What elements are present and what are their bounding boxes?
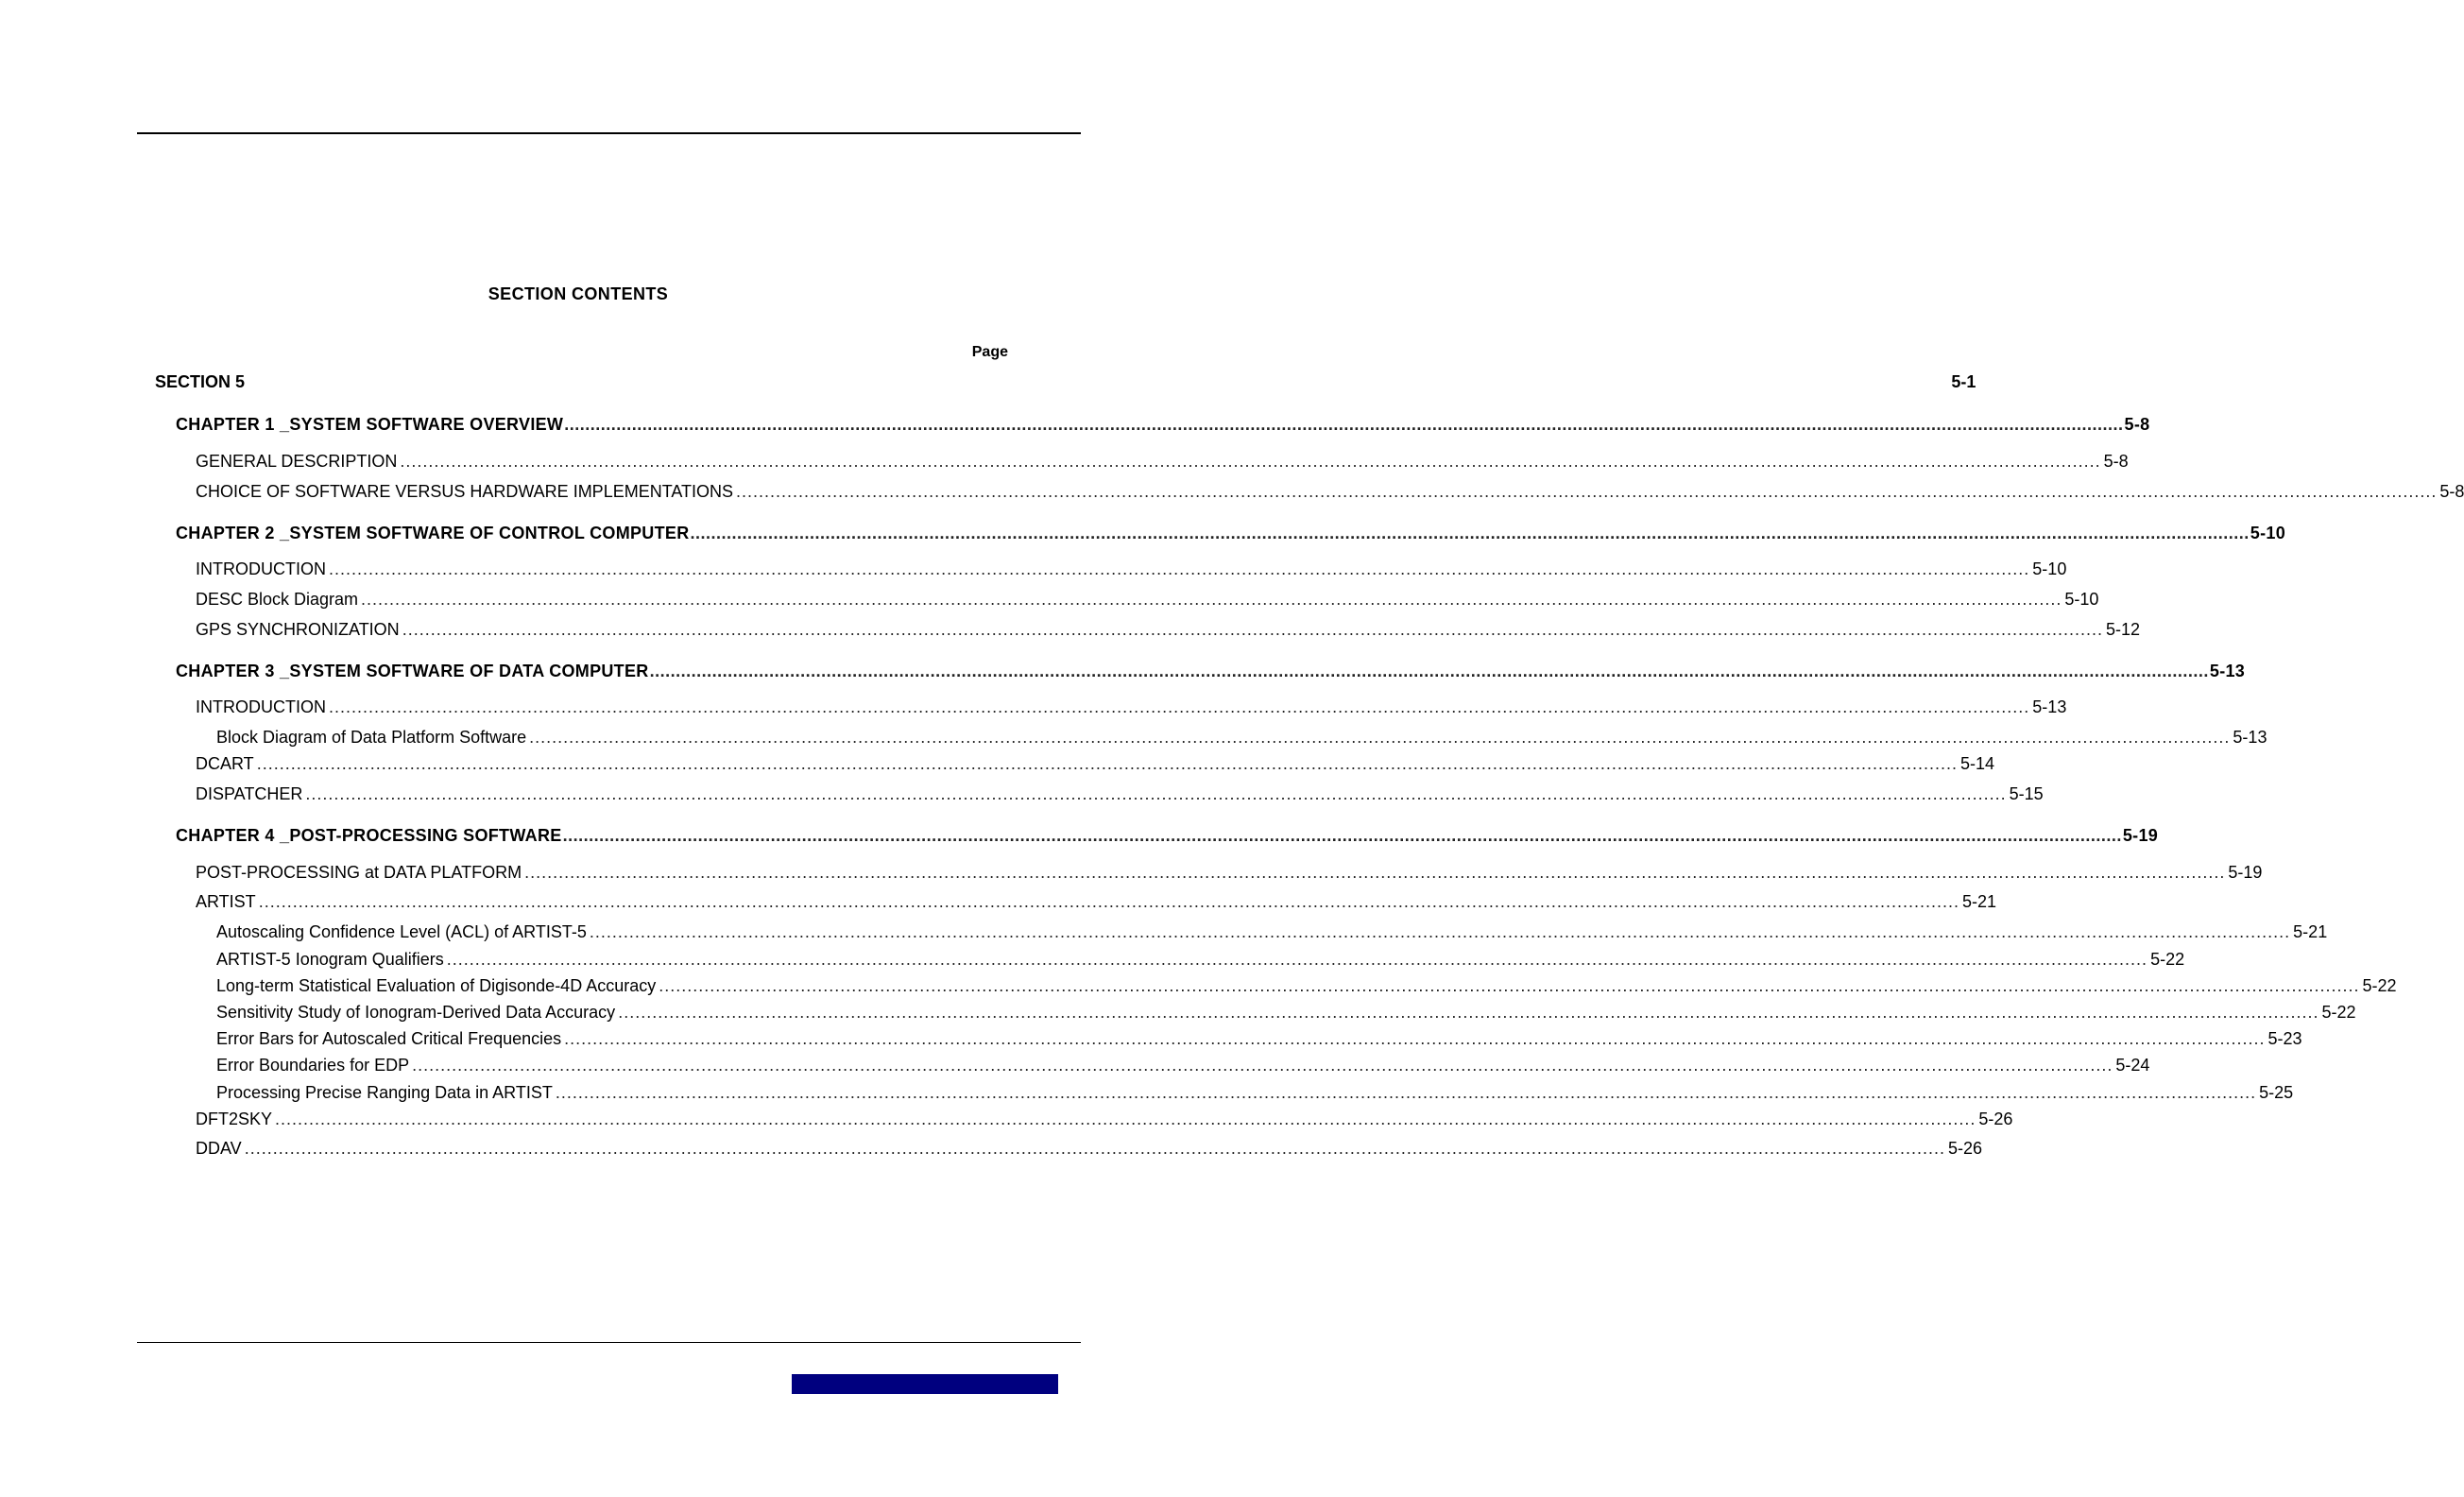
toc-page-number: 5-25 bbox=[2259, 1083, 2294, 1102]
leader-dots: ............................................................................................................................................................................................................................................................................................................ bbox=[244, 1139, 1945, 1158]
toc-label: CHAPTER 1 _SYSTEM SOFTWARE OVERVIEW bbox=[176, 415, 564, 434]
toc-subentry[interactable] bbox=[216, 1029, 2302, 1049]
leader-dots: ............................................................................................................................................................................................................................................................................................................ bbox=[618, 1003, 2319, 1022]
toc-page-number: 5-8 bbox=[2124, 415, 2150, 434]
leader-dots: ............................................................................................................................................................................................................................................................................................................ bbox=[736, 482, 2438, 501]
leader-dots: ............................................................................................................................................................................................................................................................................................................ bbox=[446, 950, 2148, 969]
leader-dots: ............................................................................................................................................................................................................................................................................................................ bbox=[589, 922, 2291, 941]
toc-entry[interactable] bbox=[196, 1139, 1983, 1159]
toc-subentry[interactable] bbox=[216, 950, 2185, 970]
toc-label: GENERAL DESCRIPTION bbox=[196, 452, 398, 471]
toc-label: CHAPTER 3 _SYSTEM SOFTWARE OF DATA COMPUTER bbox=[176, 662, 649, 680]
toc-entry[interactable] bbox=[196, 784, 2044, 804]
toc-page-number: 5-23 bbox=[2267, 1029, 2302, 1048]
toc-label: Block Diagram of Data Platform Software bbox=[216, 728, 527, 747]
toc-label: INTRODUCTION bbox=[196, 559, 326, 578]
toc-entry[interactable] bbox=[196, 559, 2067, 579]
toc-entry[interactable] bbox=[196, 452, 2129, 472]
toc-page-number: 5-22 bbox=[2321, 1003, 2356, 1022]
toc-chapter[interactable] bbox=[176, 662, 2246, 681]
toc-entry[interactable] bbox=[196, 754, 1995, 774]
leader-dots: ............................................................................................................................................................................................................................................................................................................ bbox=[529, 728, 2231, 747]
leader-dots: ............................................................................................................................................................................................................................................................................................................ bbox=[562, 826, 2122, 845]
leader-dots: ............................................................................................................................................................................................................................................................................................................ bbox=[329, 559, 2030, 578]
toc-page-number: 5-13 bbox=[2032, 697, 2067, 716]
toc-label: Long-term Statistical Evaluation of Digisonde-4D Accuracy bbox=[216, 976, 657, 995]
toc-page-number: 5-26 bbox=[1947, 1139, 1983, 1158]
toc-label: DDAV bbox=[196, 1139, 242, 1158]
toc-subentry[interactable] bbox=[216, 728, 2267, 748]
toc-label: ARTIST bbox=[196, 892, 256, 911]
toc-page-number: 5-22 bbox=[2362, 976, 2397, 995]
toc-subentry[interactable] bbox=[216, 1003, 2356, 1023]
toc-label: POST-PROCESSING at DATA PLATFORM bbox=[196, 863, 522, 882]
toc-page-number: 5-13 bbox=[2209, 662, 2246, 680]
leader-dots: ............................................................................................................................................................................................................................................................................................................ bbox=[524, 863, 2226, 882]
toc-label: GPS SYNCHRONIZATION bbox=[196, 620, 400, 639]
toc-page-number: 5-10 bbox=[2250, 524, 2286, 542]
toc-page-number: 5-19 bbox=[2122, 826, 2159, 845]
leader-dots: ............................................................................................................................................................................................................................................................................................................ bbox=[412, 1056, 2113, 1075]
toc-entry[interactable] bbox=[196, 697, 2067, 717]
header-rule bbox=[137, 132, 1081, 134]
toc-page-number: 5-15 bbox=[2009, 784, 2044, 803]
toc-chapter[interactable] bbox=[176, 826, 2159, 846]
leader-dots: ............................................................................................................................................................................................................................................................................................................ bbox=[305, 784, 2007, 803]
toc-entry[interactable] bbox=[196, 620, 2141, 640]
toc-page-number: 5-10 bbox=[2032, 559, 2067, 578]
leader-dots: ............................................................................................................................................................................................................................................................................................................ bbox=[690, 524, 2250, 542]
toc-label: DCART bbox=[196, 754, 254, 773]
page-column-label: Page bbox=[971, 344, 1008, 360]
leader-dots: ............................................................................................................................................................................................................................................................................................................ bbox=[659, 976, 2360, 995]
toc-page-number: 5-19 bbox=[2228, 863, 2263, 882]
toc-chapter[interactable] bbox=[176, 415, 2150, 435]
toc-label: ARTIST-5 Ionogram Qualifiers bbox=[216, 950, 444, 969]
leader-dots: ............................................................................................................................................................................................................................................................................................................ bbox=[258, 892, 1959, 911]
toc-label: DESC Block Diagram bbox=[196, 590, 359, 609]
toc-entry[interactable] bbox=[196, 892, 1997, 912]
toc-page-number: 5-8 bbox=[2103, 452, 2129, 471]
toc-subentry[interactable] bbox=[216, 922, 2328, 942]
footer-rule bbox=[137, 1342, 1081, 1343]
toc-label: SECTION 5 bbox=[155, 372, 246, 391]
leader-dots: ............................................................................................................................................................................................................................................................................................................ bbox=[275, 1110, 1976, 1128]
toc-label: CHAPTER 2 _SYSTEM SOFTWARE OF CONTROL COMPUTER bbox=[176, 524, 690, 542]
toc-entry[interactable] bbox=[196, 863, 2263, 883]
leader-dots: ............................................................................................................................................................................................................................................................................................................ bbox=[329, 697, 2030, 716]
toc-chapter[interactable] bbox=[176, 524, 2286, 543]
leader-dots: ............................................................................................................................................................................................................................................................................................................ bbox=[361, 590, 2062, 609]
toc-label: DISPATCHER bbox=[196, 784, 303, 803]
leader-dots: ............................................................................................................................................................................................................................................................................................................ bbox=[564, 415, 2124, 434]
toc-page-number: 5-1 bbox=[1951, 372, 1976, 391]
toc-page-number: 5-24 bbox=[2115, 1056, 2150, 1075]
leader-dots: ............................................................................................................................................................................................................................................................................................................ bbox=[400, 452, 2101, 471]
toc-label: CHAPTER 4 _POST-PROCESSING SOFTWARE bbox=[176, 826, 562, 845]
toc-page-number: 5-8 bbox=[2439, 482, 2464, 501]
toc-label: Error Bars for Autoscaled Critical Frequencies bbox=[216, 1029, 562, 1048]
toc-label: Autoscaling Confidence Level (ACL) of ARTIST-5 bbox=[216, 922, 587, 941]
leader-dots: ............................................................................................................................................................................................................................................................................................................ bbox=[555, 1083, 2257, 1102]
toc-page-number: 5-21 bbox=[1961, 892, 1997, 911]
toc-label: Sensitivity Study of Ionogram-Derived Data Accuracy bbox=[216, 1003, 616, 1022]
toc-page-number: 5-13 bbox=[2233, 728, 2267, 747]
toc-label: DFT2SKY bbox=[196, 1110, 273, 1128]
footer-color-bar bbox=[792, 1374, 1058, 1394]
leader-dots: ............................................................................................................................................................................................................................................................................................................ bbox=[256, 754, 1958, 773]
toc-subentry[interactable] bbox=[216, 1083, 2294, 1103]
toc-page-number: 5-22 bbox=[2150, 950, 2185, 969]
toc-entry[interactable] bbox=[196, 482, 2464, 502]
toc-label: INTRODUCTION bbox=[196, 697, 326, 716]
toc-page-number: 5-14 bbox=[1959, 754, 1995, 773]
toc-subentry[interactable] bbox=[216, 976, 2397, 996]
toc-label: Error Boundaries for EDP bbox=[216, 1056, 410, 1075]
toc-entry[interactable] bbox=[196, 590, 2099, 610]
toc-subentry[interactable] bbox=[216, 1056, 2150, 1075]
toc-page-number: 5-26 bbox=[1978, 1110, 2013, 1128]
toc-entry[interactable] bbox=[196, 1110, 2013, 1129]
toc-label: CHOICE OF SOFTWARE VERSUS HARDWARE IMPLEMENTATIONS bbox=[196, 482, 734, 501]
toc-page-number: 5-12 bbox=[2105, 620, 2141, 639]
toc-label: Processing Precise Ranging Data in ARTIST bbox=[216, 1083, 553, 1102]
toc-page-number: 5-10 bbox=[2064, 590, 2099, 609]
toc-page-number: 5-21 bbox=[2293, 922, 2328, 941]
leader-dots: ............................................................................................................................................................................................................................................................................................................ bbox=[564, 1029, 2266, 1048]
toc-section[interactable] bbox=[155, 372, 1976, 392]
leader-dots: ............................................................................................................................................................................................................................................................................................................ bbox=[649, 662, 2209, 680]
leader-dots: ............................................................................................................................................................................................................................................................................................................ bbox=[402, 620, 2103, 639]
page-title: SECTION CONTENTS bbox=[488, 284, 669, 303]
